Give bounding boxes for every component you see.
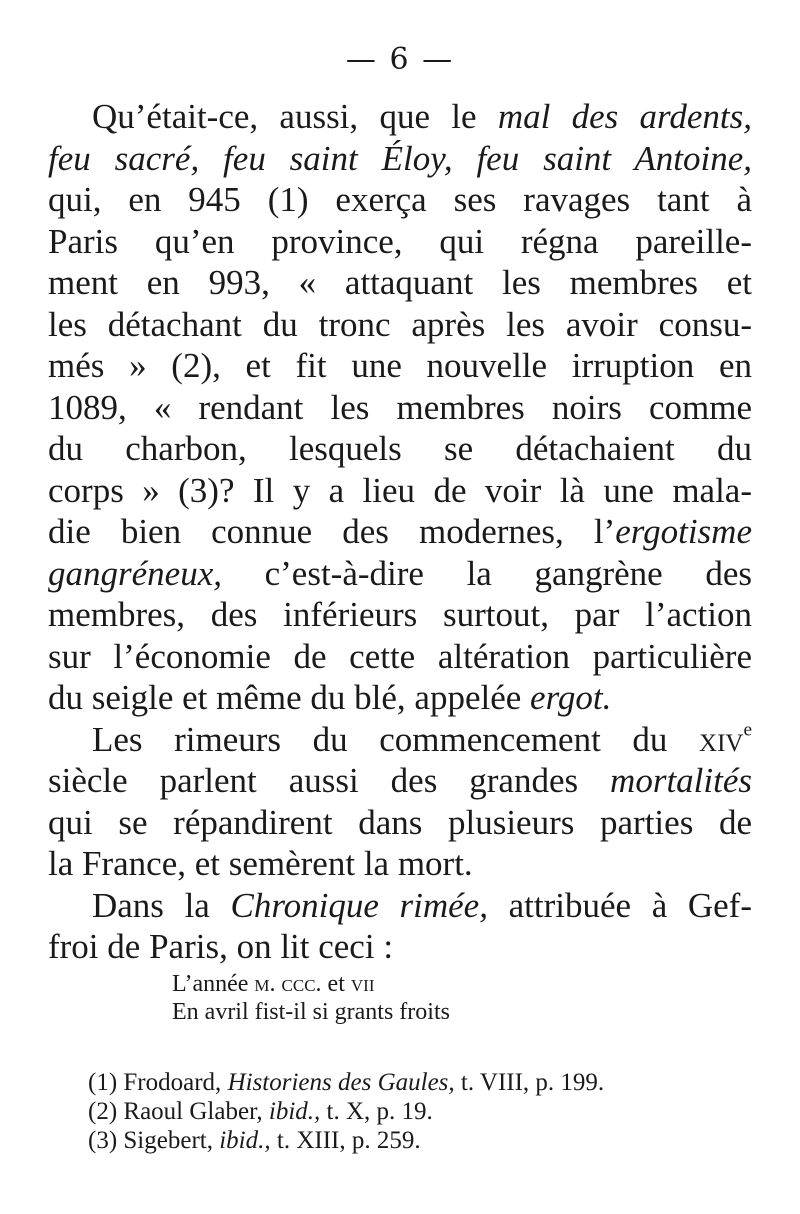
italic-term: Historiens des Gaules, <box>227 1069 455 1096</box>
footnotes <box>88 1068 768 1155</box>
text-line: ment en 993, « attaquant les membres et <box>48 263 752 302</box>
text-line: corps » (3)? Il y a lieu de voir là une mala- <box>48 470 752 510</box>
roman-numeral: m. ccc. <box>254 971 322 997</box>
superscript: e <box>743 719 752 741</box>
italic-term: ergot. <box>530 678 612 717</box>
italic-term: mal des ardents, <box>497 97 752 136</box>
text-line: froi de Paris, on lit ceci : <box>48 927 394 966</box>
italic-term: ibid., <box>268 1098 321 1125</box>
text-span: attribuée à Gef- <box>487 885 752 925</box>
century-numeral: xiv <box>699 719 744 759</box>
italic-term: Chronique rimée, <box>230 885 488 925</box>
text-line: du charbon, lesquels se détachaient du <box>48 429 752 468</box>
text-span: c’est-à-dire la gangrène des <box>221 553 752 593</box>
text-line <box>48 719 752 761</box>
text-line <box>48 96 752 138</box>
text-span: Qu’était-ce, aussi, que le <box>92 97 498 136</box>
text-line <box>48 885 752 927</box>
text-span: du seigle et même du blé, appelée <box>48 678 531 717</box>
text-span: Sigebert, <box>117 1127 220 1154</box>
italic-term: feu sacré, feu saint Éloy, feu saint Antoine, <box>48 138 752 178</box>
text-line: membres, des inférieurs surtout, par l’action <box>48 595 752 634</box>
roman-numeral: vii <box>350 971 375 997</box>
text-line: 1089, « rendant les membres noirs comme <box>48 387 752 427</box>
text-span: et <box>321 971 351 997</box>
verse-line <box>172 970 672 998</box>
italic-term: mortalités <box>610 761 752 800</box>
text-span: t. VIII, p. 199. <box>454 1069 605 1096</box>
footnote-number: (2) <box>88 1098 118 1125</box>
footnote-number: (1) <box>88 1069 118 1096</box>
text-line: sur l’économie de cette altération particulière <box>48 636 752 676</box>
footnote <box>88 1097 768 1126</box>
text-span: Raoul Glaber, <box>117 1098 269 1125</box>
page-number: — 6 — <box>345 42 455 77</box>
text-line: més » (2), et fit une nouvelle irruption en <box>48 346 752 385</box>
text-span: t. X, p. 19. <box>320 1098 433 1125</box>
text-line: les détachant du tronc après les avoir consu- <box>48 304 752 344</box>
text-line <box>48 511 752 553</box>
text-line: Paris qu’en province, qui régna pareille- <box>48 221 752 261</box>
text-line <box>48 760 752 802</box>
text-span: Dans la <box>92 885 231 925</box>
verse-quote <box>172 970 672 1026</box>
text-line <box>48 553 752 595</box>
verse-line: En avril fist-il si grants froits <box>172 999 450 1025</box>
italic-term: ergotisme <box>615 512 752 551</box>
text-line <box>48 138 752 180</box>
text-span: die bien connue des modernes, l’ <box>48 512 616 551</box>
text-line: qui, en 945 (1) exerça ses ravages tant à <box>48 180 752 219</box>
italic-term: gangréneux, <box>48 553 222 593</box>
italic-term: ibid., <box>219 1127 271 1154</box>
text-line <box>48 677 752 719</box>
footnote-number: (3) <box>88 1127 118 1154</box>
text-span: Frodoard, <box>117 1069 228 1096</box>
footnote <box>88 1068 768 1097</box>
footnote <box>88 1126 768 1155</box>
text-line: qui se répandirent dans plusieurs parties de <box>48 802 752 842</box>
text-span: siècle parlent aussi des grandes <box>48 761 611 800</box>
main-text <box>48 96 752 968</box>
text-line: la France, et semèrent la mort. <box>48 844 473 883</box>
text-span: Les rimeurs du commencement du <box>92 719 700 759</box>
text-span: t. XIII, p. 259. <box>270 1127 421 1154</box>
text-span: L’année <box>172 971 255 997</box>
